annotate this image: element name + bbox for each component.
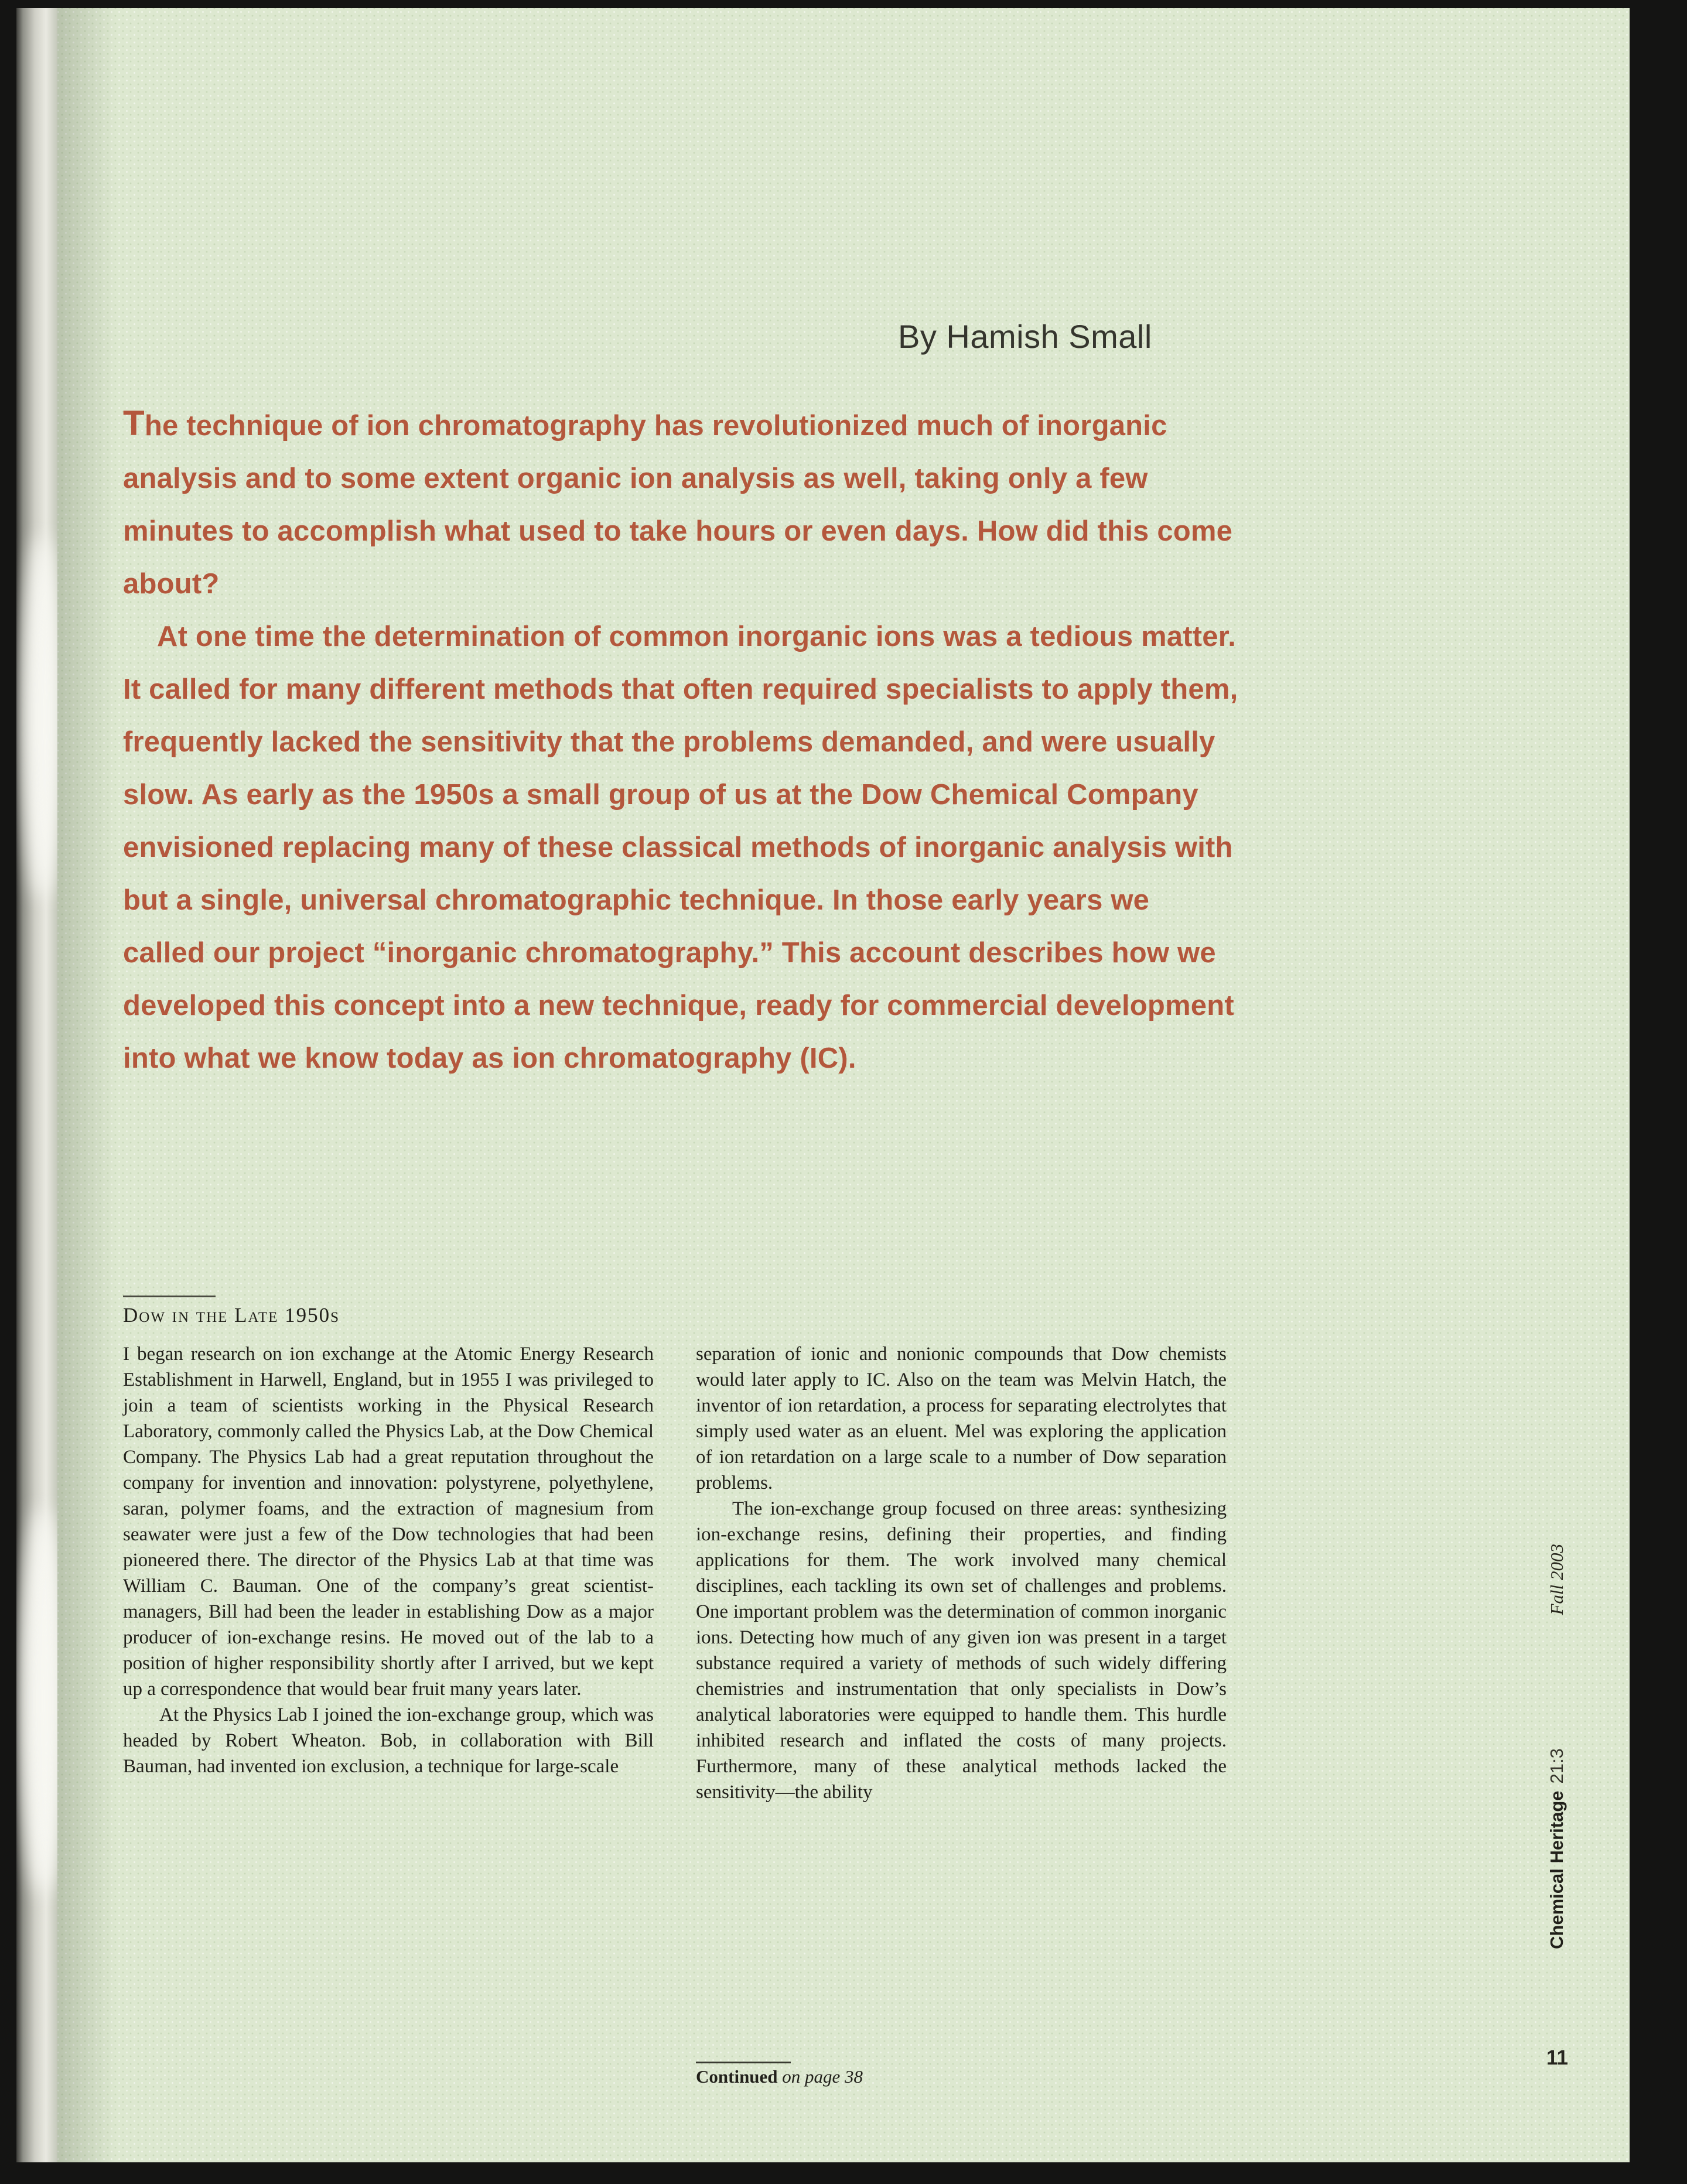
folio-sidebar [1546, 1544, 1568, 1949]
issue-season: Fall 2003 [1546, 1544, 1567, 1615]
lede-paragraph: At one time the determination of common inorganic ions was a tedious matter. It called for many different methods that often required specialists to apply them, frequently lacked the sensitivity that the problems demanded, and were usually slow. As early as the 1950s a small group of us at the Dow Chemical Company envisioned replacing many of these classical methods of inorganic analysis with but a single, universal chromatographic technique. In those early years we called our project “inorganic chromatography.” This account describes how we developed this concept into a new technique, ready for commercial development into what we know today as ion chromatography (IC). [123, 621, 1238, 1074]
article-columns [123, 1341, 1227, 1805]
spine-shadow [57, 8, 116, 2162]
column-right [696, 1341, 1227, 1805]
body-paragraph: At the Physics Lab I joined the ion-exchange group, which was headed by Robert Wheaton. Bob, in collaboration with Bill Bauman, had invented ion exclusion, a technique for large-scale [123, 1704, 654, 1777]
journal-issue-group [1546, 1748, 1568, 1949]
body-paragraph: separation of ionic and nonionic compounds that Dow chemists would later apply to IC. Also on the team was Melvin Hatch, the inventor of ion retardation, a process for separating electrolytes that simply used water as an eluent. Mel was exploring the application of ion retardation on a large scale to a number of Dow separation problems. [696, 1344, 1227, 1493]
spine-edge [16, 8, 57, 2162]
issue-number: 21:3 [1546, 1748, 1567, 1784]
continued-text: on page 38 [777, 2066, 863, 2087]
spine-highlight [20, 1508, 57, 1894]
continued-notice [696, 2066, 863, 2087]
byline: By Hamish Small [898, 318, 1152, 355]
page-number: 11 [1546, 2046, 1568, 2069]
lede-paragraph: The technique of ion chromatography has revolutionized much of inorganic analysis and to some extent organic ion analysis as well, taking only a few minutes to accomplish what used to take hours or even days. How did this come about? [123, 404, 1233, 600]
section-rule [123, 1296, 216, 1297]
body-paragraph: I began research on ion exchange at the Atomic Energy Research Establishment in Harwell, England, but in 1955 I was privileged to join a team of scientists working in the Physical Research Laboratory, commonly called the Physics Lab, at the Dow Chemical Company. The Physics Lab had a great reputation throughout the company for invention and innovation: polystyrene, polyethylene, saran, polymer foams, and the extraction of magnesium from seawater were just a few of the Dow technologies that had been pioneered there. The director of the Physics Lab at that time was William C. Bauman. One of the company’s great scientist-managers, Bill had been the leader in establishing Dow as a major producer of ion-exchange resins. He moved out of the lab to a position of higher responsibility shortly after I arrived, but we kept up a correspondence that would bear fruit many years later. [123, 1344, 654, 1700]
lede [123, 397, 1239, 1085]
column-left [123, 1341, 654, 1805]
section-heading: Dow in the Late 1950s [123, 1304, 340, 1327]
magazine-page [16, 8, 1630, 2162]
journal-title: Chemical Heritage [1546, 1790, 1567, 1949]
continued-rule [696, 2062, 791, 2063]
body-paragraph: The ion-exchange group focused on three areas: synthesizing ion-exchange resins, defining their properties, and finding applications for them. The work involved many chemical disciplines, each tackling its own set of challenges and problems. One important problem was the determination of common inorganic ions. Detecting how much of any given ion was present in a target substance required a variety of methods of such widely differing chemistries and instrumentation that only specialists in Dow’s analytical laboratories were equipped to handle them. This hurdle inhibited research and inflated the costs of many projects. Furthermore, many of these analytical methods lacked the sensitivity—the ability [696, 1498, 1227, 1803]
continued-label: Continued [696, 2066, 778, 2087]
spine-highlight [22, 535, 57, 898]
